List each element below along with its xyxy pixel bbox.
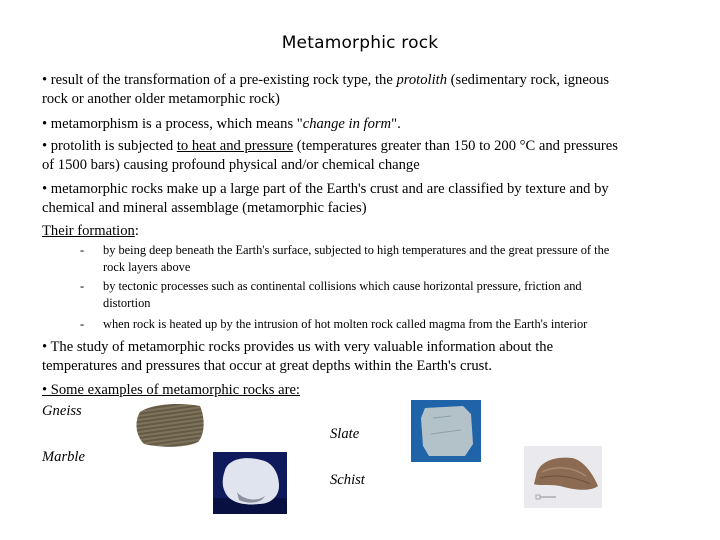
- rock-label-marble: Marble: [42, 449, 85, 465]
- examples-heading-text: [42, 382, 300, 398]
- dash-bullet: -: [80, 279, 85, 293]
- gneiss-rock-photo: [130, 400, 206, 460]
- formation-heading-text: Their formation: [42, 223, 135, 239]
- dash-bullet: -: [80, 243, 85, 257]
- line: by being deep beneath the Earth's surface, subjected to high temperatures and the great pressure of the: [103, 243, 610, 257]
- bullet-text: rock or another older metamorphic rock): [42, 90, 280, 107]
- heading-text: Some examples of metamorphic rocks are:: [47, 382, 300, 398]
- bullet-text: (sedimentary rock, igneous: [447, 72, 610, 88]
- dash-bullet: -: [80, 317, 85, 331]
- slate-rock-photo: [411, 400, 481, 462]
- schist-rock-photo: [524, 446, 602, 508]
- bullet-text: • result of the transformation of a pre-existing rock type, the: [42, 72, 397, 88]
- slate-rock-shape: [411, 400, 481, 462]
- formation-item-text: [103, 242, 713, 276]
- bullet-protolith: [42, 71, 710, 108]
- bullet-metamorphism: [42, 115, 710, 134]
- bullet-dot: •: [42, 382, 48, 398]
- schist-rock-shape: [524, 446, 602, 508]
- formation-item-text: [103, 278, 713, 312]
- bullet-text: ".: [391, 116, 401, 132]
- bullet-text: • protolith is subjected: [42, 138, 177, 154]
- bullet-heat-pressure: [42, 137, 710, 174]
- examples-heading: [42, 381, 710, 400]
- formation-item-text: [103, 316, 713, 333]
- bullet-text: chemical and mineral assemblage (metamorphic facies): [42, 199, 367, 216]
- bullet-text: (temperatures greater than 150 to 200 °C and pressures: [293, 138, 618, 154]
- rock-label-schist: Schist: [330, 472, 365, 488]
- colon: :: [134, 223, 139, 239]
- formation-heading: [42, 222, 710, 241]
- line: rock layers above: [103, 260, 191, 274]
- bullet-text: • metamorphic rocks make up a large part of the Earth's crust and are classified by texture and by: [42, 181, 609, 197]
- marble-rock-photo: [213, 452, 287, 514]
- bullet-text: • metamorphism is a process, which means ": [42, 116, 303, 132]
- term-change-in-form: change in form: [302, 116, 392, 132]
- bullet-text: temperatures and pressures that occur at great depths within the Earth's crust.: [42, 357, 493, 374]
- bullet-classification: [42, 180, 710, 217]
- gneiss-rock-shape: [130, 400, 206, 460]
- line: when rock is heated up by the intrusion of hot molten rock called magma from the Earth's interior: [103, 317, 588, 331]
- marble-rock-shape: [213, 452, 287, 514]
- underlined-heat-pressure: to heat and pressure: [176, 138, 294, 154]
- rock-label-slate: Slate: [330, 426, 360, 442]
- bullet-study: [42, 338, 710, 375]
- line: distortion: [103, 296, 151, 310]
- bullet-text: • The study of metamorphic rocks provides us with very valuable information about the: [42, 339, 554, 355]
- slide-title: Metamorphic rock: [281, 33, 439, 53]
- term-protolith: protolith: [396, 72, 447, 88]
- line: by tectonic processes such as continental collisions which cause horizontal pressure, friction and: [103, 279, 582, 293]
- rock-label-gneiss: Gneiss: [42, 403, 82, 419]
- bullet-text: of 1500 bars) causing profound physical and/or chemical change: [42, 156, 420, 173]
